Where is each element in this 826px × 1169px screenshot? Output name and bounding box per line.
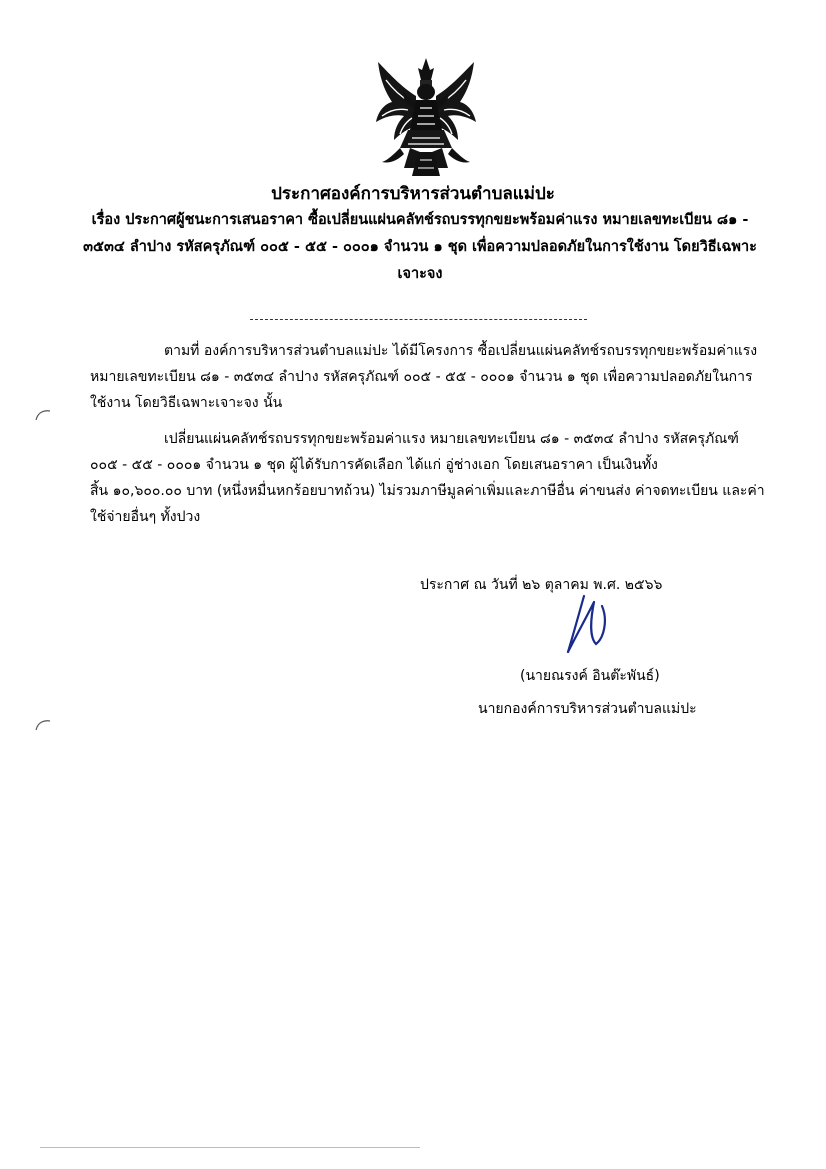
garuda-emblem-icon: [370, 56, 482, 182]
announcement-title: ประกาศองค์การบริหารส่วนตำบลแม่ปะ: [271, 184, 555, 204]
subject-line: เรื่อง ประกาศผู้ชนะการเสนอราคา ซื้อเปลี่ยนแผ่นคลัทช์รถบรรทุกขยะพร้อมค่าแรง หมายเลขทะเบียน ๘๑ -: [91, 212, 749, 228]
paragraph-line: ๐๐๕ - ๕๕ - ๐๐๐๑ จำนวน ๑ ชุด ผู้ได้รับการคัดเลือก ได้แก่ อู่ช่างเอก โดยเสนอราคา เป็นเงินทั้ง: [90, 457, 658, 473]
paragraph-winner: [90, 426, 770, 530]
punch-hole-mark-icon: [34, 408, 52, 422]
paragraph-line: เปลี่ยนแผ่นคลัทช์รถบรรทุกขยะพร้อมค่าแรง หมายเลขทะเบียน ๘๑ - ๓๕๓๔ ลำปาง รหัสครุภัณฑ์: [164, 431, 739, 447]
handwritten-signature: [560, 592, 615, 657]
punch-hole-mark-icon: [34, 718, 52, 732]
paragraph-line: หมายเลขทะเบียน ๘๑ - ๓๕๓๔ ลำปาง รหัสครุภัณฑ์ ๐๐๕ - ๕๕ - ๐๐๐๑ จำนวน ๑ ชุด เพื่อความปลอดภัยในการ: [90, 369, 753, 385]
announcement-date: ประกาศ ณ วันที่ ๒๖ ตุลาคม พ.ศ. ๒๕๖๖: [420, 577, 663, 593]
paragraph-intro: [90, 338, 770, 416]
paragraph-line: ใช้จ่ายอื่นๆ ทั้งปวง: [90, 509, 201, 525]
subject-line: เจาะจง: [397, 266, 443, 282]
signer-position: นายกองค์การบริหารส่วนตำบลแม่ปะ: [478, 701, 697, 717]
announcement-subject: [80, 207, 760, 288]
subject-line: ๓๕๓๔ ลำปาง รหัสครุภัณฑ์ ๐๐๕ - ๕๕ - ๐๐๐๑ จำนวน ๑ ชุด เพื่อความปลอดภัยในการใช้งาน โดยวิธีเฉพาะ: [83, 239, 757, 255]
paragraph-line: ตามที่ องค์การบริหารส่วนตำบลแม่ปะ ได้มีโครงการ ซื้อเปลี่ยนแผ่นคลัทช์รถบรรทุกขยะพร้อมค่าแรง: [164, 343, 758, 359]
paragraph-line: สิ้น ๑๐,๖๐๐.๐๐ บาท (หนึ่งหมื่นหกร้อยบาทถ้วน) ไม่รวมภาษีมูลค่าเพิ่มและภาษีอื่น ค่าขนส่ง ค่าจดทะเบียน และค่า: [90, 483, 765, 499]
signer-name: (นายณรงค์ อินต๊ะพันธ์): [520, 668, 660, 684]
section-divider: [250, 319, 587, 320]
scan-edge-line: [40, 1147, 420, 1148]
paragraph-line: ใช้งาน โดยวิธีเฉพาะเจาะจง นั้น: [90, 395, 283, 411]
